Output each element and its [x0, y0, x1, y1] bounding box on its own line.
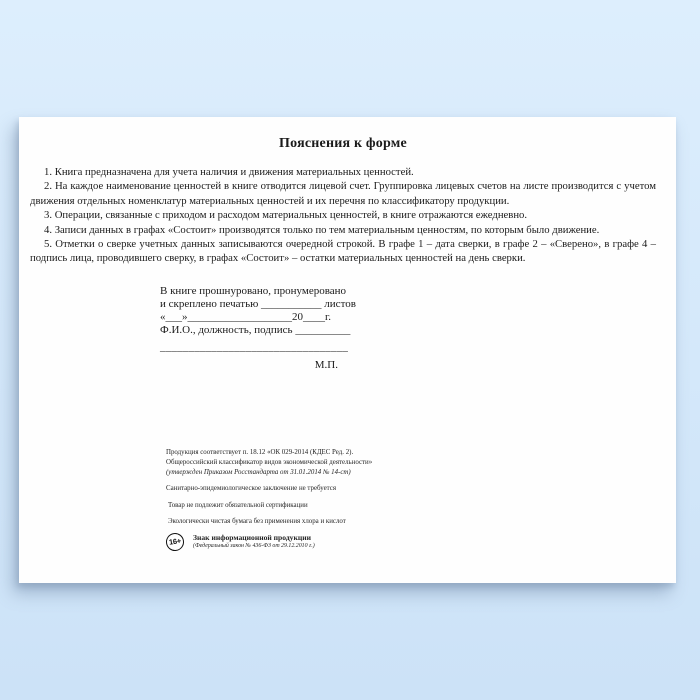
binding-certification-block: [160, 285, 356, 372]
compliance-line-2: Общероссийский классификатор видов экономической деятельности»: [166, 459, 373, 466]
paragraph-1: 1. Книга предназначена для учета наличия и движения материальных ценностей.: [44, 166, 414, 178]
explanations-text: [30, 165, 656, 266]
stamp-place-mark: М.П.: [314, 359, 338, 371]
paragraph-2: 2. На каждое наименование ценностей в книге отводится лицевой счет. Группировка лицевых счетов на листе производится с учетом движения отдельных номенклатур материальных ценностей и их перечня по классификатору продукции.: [30, 180, 656, 207]
paragraph-5: 5. Отметки о сверке учетных данных записываются очередной строкой. В графе 1 – дата сверки, в графе 2 – «Сверено», в графе 4 – подпись лица, проводившего сверку, в графах «Состоит» – остатки материальных ценностей на день сверки.: [30, 238, 656, 265]
binding-line-3-date: «___»___________________20____г.: [160, 311, 332, 323]
info-sign-text: [193, 534, 315, 551]
paragraph-3: 3. Операции, связанные с приходом и расходом материальных ценностей, в книге отражаются ежедневно.: [44, 209, 528, 222]
imprint-block: [166, 448, 372, 551]
age-rating-label: 16+: [168, 536, 182, 547]
information-product-sign: [166, 533, 372, 551]
info-sign-title: Знак информационной продукции: [193, 532, 311, 542]
ecology-line: Экологически чистая бумага без применения хлора и кислот: [168, 518, 346, 525]
info-sign-law-reference: (Федеральный закон № 436-ФЗ от 29.12.2010 г.): [193, 543, 315, 550]
sanitary-line: Санитарно-эпидемиологическое заключение не требуется: [166, 485, 336, 492]
compliance-line-1: Продукция соответствует п. 18.12 «ОК 029-2014 (КДЕС Ред. 2).: [166, 449, 354, 456]
binding-line-4-signature: Ф.И.О., должность, подпись __________: [160, 324, 351, 336]
binding-line-1: В книге прошнуровано, пронумеровано: [160, 285, 347, 297]
paragraph-4: 4. Записи данных в графах «Состоит» производятся только по тем материальным ценностям, по которым было движение.: [44, 223, 600, 236]
certification-line: Товар не подлежит обязательной сертификации: [168, 502, 308, 509]
compliance-line-3: (утвержден Приказом Росстандарта от 31.01.2014 № 14-ст): [166, 469, 351, 476]
page-title: Пояснения к форме: [279, 136, 407, 151]
document-sheet: [19, 117, 676, 583]
binding-line-5-blank: _________________________________: [160, 341, 349, 353]
binding-line-2: и скреплено печатью ___________ листов: [160, 298, 356, 310]
age-rating-16plus-icon: [165, 532, 185, 552]
